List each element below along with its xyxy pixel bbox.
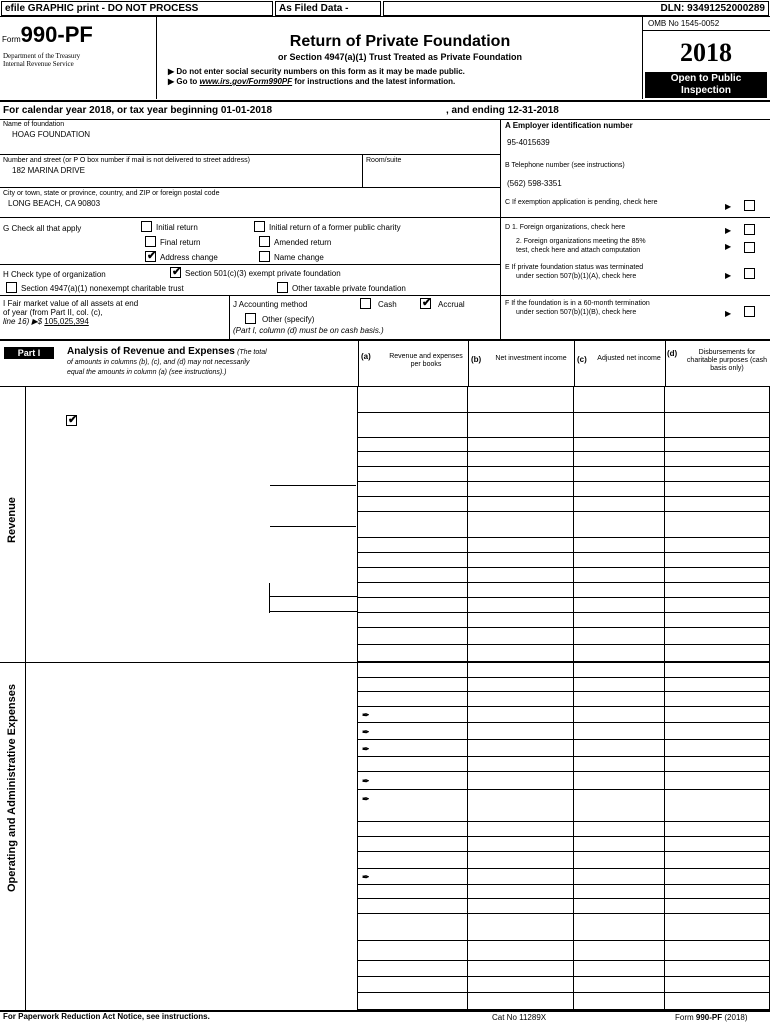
foundation-name: HOAG FOUNDATION: [12, 130, 91, 139]
phone-value: (562) 598-3351: [507, 179, 562, 188]
foreign-org-label: D 1. Foreign organizations, check here: [505, 224, 626, 231]
street-address: 182 MARINA DRIVE: [12, 166, 85, 175]
filed-label: As Filed Data -: [275, 1, 381, 16]
col-d-header: Disbursements for charitable purposes (cash basis only): [686, 349, 768, 372]
arrow-icon: ▶: [725, 271, 732, 280]
room-label: Room/suite: [366, 157, 402, 164]
part1-tag: Part I: [4, 347, 54, 359]
exemption-pending-label: C If exemption application is pending, check here: [505, 199, 658, 206]
phone-label: B Telephone number (see instructions): [505, 162, 625, 169]
col-c-header: Adjusted net income: [597, 355, 661, 362]
arrow-icon: ▶: [725, 242, 732, 251]
city-label: City or town, state or province, country, and ZIP or foreign postal code: [3, 190, 220, 197]
calendar-ending: , and ending 12-31-2018: [446, 105, 559, 116]
tax-year: 2018: [680, 38, 732, 67]
accounting-method-label: J Accounting method: [233, 300, 308, 309]
ein-value: 95-4015639: [507, 138, 550, 147]
name-label: Name of foundation: [3, 121, 65, 128]
part1-title-block: Analysis of Revenue and Expenses (The total of amounts in columns (b), (c), and (d) may not necessarily equal the amounts in column (a) (see instructions).): [67, 346, 267, 376]
col-b-header: Net investment income: [495, 355, 567, 362]
paperwork-notice: For Paperwork Reduction Act Notice, see instructions.: [3, 1012, 210, 1021]
dept-block: Department of the Treasury Internal Revenue Service: [3, 52, 81, 68]
street-label: Number and street (or P O box number if mail is not delivered to street address): [3, 157, 250, 164]
irs-link[interactable]: www.irs.gov/Form990PF: [199, 77, 293, 86]
instructions-note: ▶ Go to www.irs.gov/Form990PF for instructions and the latest information.: [168, 77, 456, 86]
col-a-header: Revenue and expenses per books: [389, 353, 463, 368]
attachment-icon[interactable]: ✒: [362, 793, 370, 804]
h-label: H Check type of organization: [3, 270, 106, 279]
fmv-block: I Fair market value of all assets at end of year (from Part II, col. (c), line 16) ▶$ 105,025,394: [3, 299, 139, 326]
dln-label: DLN: 93491252000289: [383, 1, 769, 16]
expenses-sidebar: Operating and Administrative Expenses: [6, 683, 18, 893]
attachment-icon[interactable]: ✒: [362, 872, 370, 882]
fmv-value: 105,025,394: [44, 317, 89, 326]
form-id: Form990-PF: [2, 22, 93, 47]
g-label: G Check all that apply: [3, 224, 82, 233]
attachment-icon[interactable]: ✒: [362, 743, 370, 754]
arrow-icon: ▶: [725, 226, 732, 235]
form-number: 990-PF: [20, 22, 93, 47]
calendar-year: For calendar year 2018, or tax year beginning 01-01-2018: [3, 105, 273, 116]
open-inspection-badge: Open to Public Inspection: [645, 72, 767, 98]
cat-number: Cat No 11289X: [492, 1013, 547, 1022]
ssn-note: ▶ Do not enter social security numbers on this form as it may be made public.: [168, 67, 465, 76]
arrow-icon: ▶: [725, 309, 732, 318]
attachment-icon[interactable]: ✒: [362, 776, 370, 786]
ein-label: A Employer identification number: [505, 121, 633, 130]
revenue-sidebar: Revenue: [6, 497, 18, 543]
omb-number: OMB No 1545-0052: [648, 19, 720, 28]
efile-label: efile GRAPHIC print - DO NOT PROCESS: [1, 1, 273, 16]
attachment-icon[interactable]: ✒: [362, 710, 370, 720]
footer-form-id: Form 990-PF (2018): [675, 1013, 748, 1022]
city-address: LONG BEACH, CA 90803: [8, 199, 101, 208]
form-subtitle: or Section 4947(a)(1) Trust Treated as Private Foundation: [277, 52, 523, 62]
attachment-icon[interactable]: ✒: [362, 726, 370, 737]
arrow-icon: ▶: [725, 202, 732, 211]
form-title: Return of Private Foundation: [289, 33, 511, 50]
